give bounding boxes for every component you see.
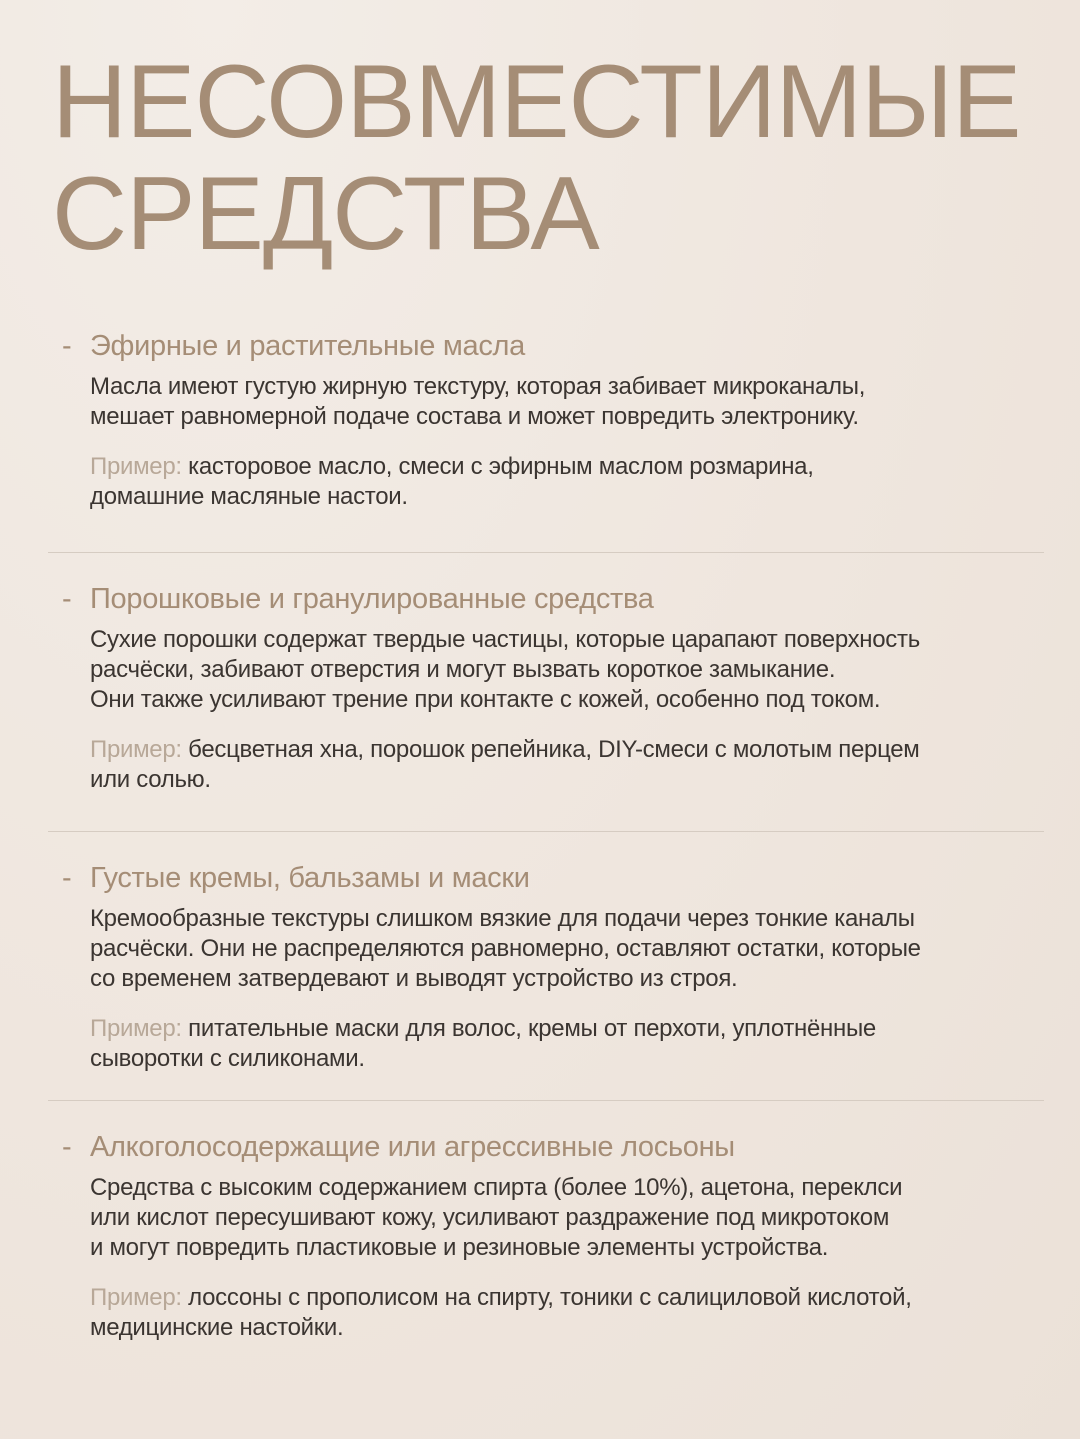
section-example <box>90 1014 1040 1074</box>
dash-bullet: - <box>62 583 72 615</box>
example-text: питательные маски для волос, кремы от перхоти, уплотнённые сыворотки с силиконами. <box>90 1015 876 1072</box>
section-heading <box>62 1129 1040 1165</box>
section-essential-oils <box>0 328 1080 552</box>
page-title-line-2: СРЕДСТВА <box>52 156 599 272</box>
section-heading-text: Густые кремы, бальзамы и маски <box>90 862 530 894</box>
section-heading-text: Порошковые и гранулированные средства <box>90 583 654 615</box>
section-heading-text: Эфирные и растительные масла <box>90 330 525 362</box>
section-heading <box>62 860 1040 896</box>
section-creams <box>0 860 1080 1100</box>
page-title-line-1: НЕСОВМЕСТИМЫЕ <box>52 44 1021 160</box>
example-text: касторовое масло, смеси с эфирным маслом розмарина, домашние масляные настои. <box>90 453 814 510</box>
example-text: бесцветная хна, порошок репейника, DIY-смеси с молотым перцем или солью. <box>90 736 920 793</box>
section-example <box>90 1283 1040 1343</box>
section-alcohol-lotions <box>0 1129 1080 1369</box>
section-heading <box>62 328 1040 364</box>
dash-bullet: - <box>62 862 72 894</box>
example-label: Пример: <box>90 453 182 480</box>
sections-list <box>0 328 1080 1369</box>
dash-bullet: - <box>62 1131 72 1163</box>
section-body: Кремообразные текстуры слишком вязкие для подачи через тонкие каналы расчёски. Они не распределяются равномерно, оставляют остатки, которые со временем затвердевают и выводят устройство из строя. <box>90 905 921 992</box>
section-powders <box>0 581 1080 831</box>
example-label: Пример: <box>90 1284 182 1311</box>
section-body: Сухие порошки содержат твердые частицы, которые царапают поверхность расчёски, забивают отверстия и могут вызвать короткое замыкание. Они также усиливают трение при контакте с кожей, особенно под током. <box>90 626 920 713</box>
example-text: лоссоны с прополисом на спирту, тоники с салициловой кислотой, медицинские настойки. <box>90 1284 912 1341</box>
section-heading-text: Алкоголосодержащие или агрессивные лосьоны <box>90 1131 735 1163</box>
section-body: Масла имеют густую жирную текстуру, которая забивает микроканалы, мешает равномерной подаче состава и может повредить электронику. <box>90 373 866 430</box>
section-example <box>90 452 1040 512</box>
section-example <box>90 735 1040 795</box>
section-body: Средства с высоким содержанием спирта (более 10%), ацетона, переклси или кислот пересушивают кожу, усиливают раздражение под микротоком и могут повредить пластиковые и резиновые элементы устройства. <box>90 1174 903 1261</box>
example-label: Пример: <box>90 1015 182 1042</box>
section-heading <box>62 581 1040 617</box>
example-label: Пример: <box>90 736 182 763</box>
dash-bullet: - <box>62 330 72 362</box>
page-title <box>52 46 1021 270</box>
